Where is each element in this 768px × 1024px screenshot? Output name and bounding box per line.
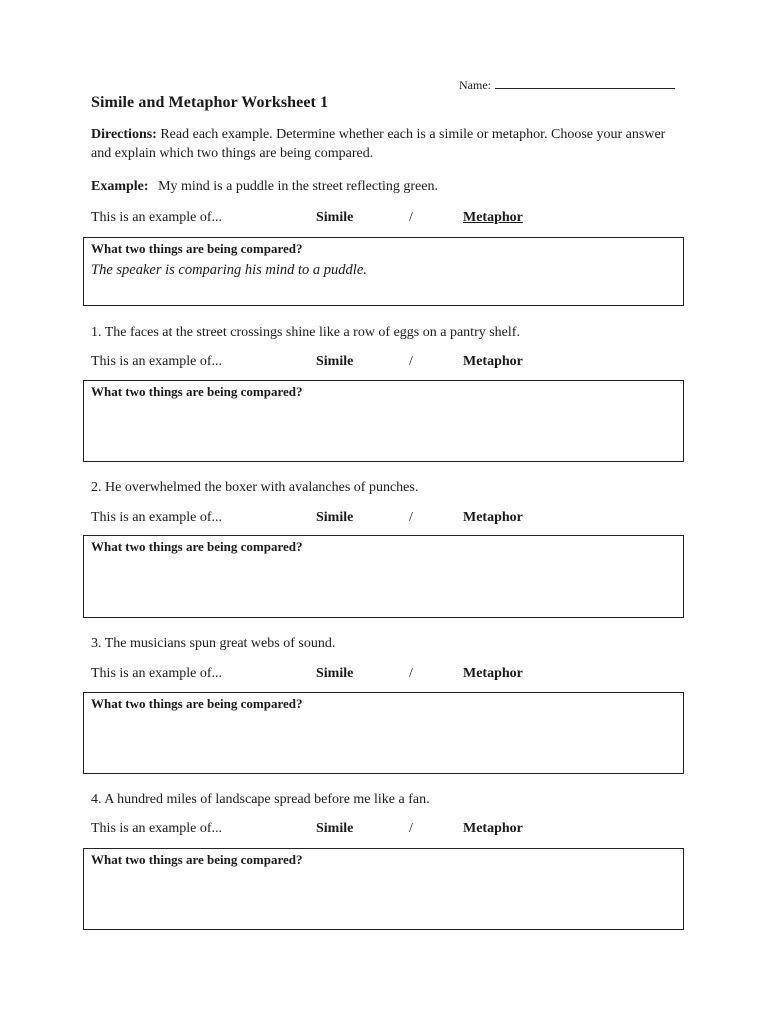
choice-separator: / [409,210,413,225]
example-label: Example: [91,179,149,194]
simile-option[interactable]: Simile [316,210,354,225]
worksheet-title: Simile and Metaphor Worksheet 1 [91,94,329,111]
compare-question: What two things are being compared? [91,852,303,867]
simile-option[interactable]: Simile [316,354,354,369]
item-4-answer-box[interactable] [83,848,684,930]
choice-prompt: This is an example of... [91,210,223,225]
item-1-choice-row [91,354,691,372]
choice-separator: / [409,666,413,681]
item-2-answer-box[interactable] [83,535,684,618]
item-4-sentence: 4. A hundred miles of landscape spread before me like a fan. [91,792,430,807]
metaphor-option[interactable]: Metaphor [463,821,523,836]
item-2-sentence: 2. He overwhelmed the boxer with avalanches of punches. [91,480,419,495]
item-3-answer-box[interactable] [83,692,684,774]
item-4-choice-row [91,821,691,839]
item-3-sentence: 3. The musicians spun great webs of sound. [91,636,336,651]
choice-separator: / [409,354,413,369]
item-2-choice-row [91,510,691,528]
choice-prompt: This is an example of... [91,354,223,369]
item-1-sentence: 1. The faces at the street crossings shine like a row of eggs on a pantry shelf. [91,325,520,340]
metaphor-option[interactable]: Metaphor [463,354,523,369]
example-sentence [91,179,438,195]
choice-separator: / [409,821,413,836]
compare-question: What two things are being compared? [91,384,303,399]
choice-separator: / [409,510,413,525]
choice-prompt: This is an example of... [91,510,223,525]
simile-option[interactable]: Simile [316,510,354,525]
item-1-answer-box[interactable] [83,380,684,462]
compare-question: What two things are being compared? [91,241,303,256]
compare-question: What two things are being compared? [91,696,303,711]
example-answer-box [83,237,684,306]
directions-label: Directions: [91,127,157,142]
example-choice-row [91,210,691,228]
example-answer: The speaker is comparing his mind to a puddle. [91,262,367,278]
directions [91,125,681,163]
simile-option[interactable]: Simile [316,666,354,681]
simile-option[interactable]: Simile [316,821,354,836]
metaphor-option[interactable]: Metaphor [463,666,523,681]
compare-question: What two things are being compared? [91,539,303,554]
name-field[interactable] [459,78,675,93]
metaphor-option-selected[interactable]: Metaphor [463,210,523,225]
choice-prompt: This is an example of... [91,666,223,681]
metaphor-option[interactable]: Metaphor [463,510,523,525]
choice-prompt: This is an example of... [91,821,223,836]
directions-text: Read each example. Determine whether each is a simile or metaphor. Choose your answer and explain which two things are being compared. [91,127,666,161]
name-label: Name: [459,78,491,92]
item-3-choice-row [91,666,691,684]
name-blank-line[interactable] [495,78,675,89]
example-text: My mind is a puddle in the street reflecting green. [158,179,438,194]
